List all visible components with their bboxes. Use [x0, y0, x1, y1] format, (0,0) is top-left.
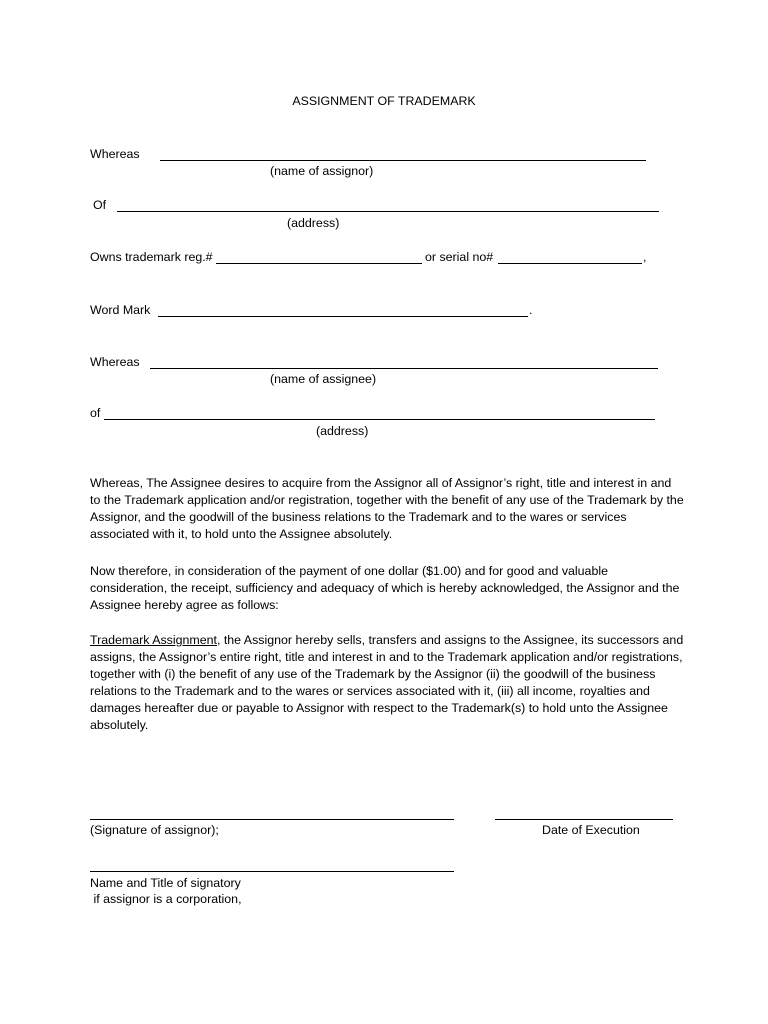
name-title-line: [90, 871, 454, 872]
date-caption: Date of Execution: [542, 823, 640, 837]
document-title: ASSIGNMENT OF TRADEMARK: [292, 94, 476, 108]
trademark-reg-line: [216, 263, 422, 264]
name-title-caption: Name and Title of signatory: [90, 876, 241, 890]
assignment-text: , the Assignor hereby sells, transfers and assigns to the Assignee, its successors and assigns, the Assignor’s entire right, title and interest in and to the Trademark application and/or registrations, together with (i) the benefit of any use of the Trademark by the Assignor (ii) the goodwill of the business relations to the Trademark and to the wares or services associated with it, (iii) all income, royalties and damages hereafter due or payable to Assignor with respect to the Trademark(s) to hold unto the Assignee absolutely.: [90, 633, 684, 732]
word-mark-label: Word Mark: [90, 303, 151, 317]
assignor-whereas-label: Whereas: [90, 147, 140, 161]
assignor-name-line: [160, 160, 646, 161]
assignee-address-line: [104, 419, 655, 420]
assignee-of-label: of: [90, 406, 101, 420]
now-therefore-paragraph: Now therefore, in consideration of the payment of one dollar ($1.00) and for good and valuable consideration, the receipt, sufficiency and adequacy of which is hereby acknowledged, the Assignor and the Assignee hereby agree as follows:: [90, 564, 680, 612]
assignor-address-line: [117, 211, 659, 212]
signature-caption: (Signature of assignor);: [90, 823, 219, 837]
signature-line: [90, 819, 454, 820]
serial-trail: ,: [643, 250, 647, 264]
assignor-name-caption: (name of assignor): [270, 164, 374, 178]
whereas-paragraph: Whereas, The Assignee desires to acquire from the Assignor all of Assignor’s right, title and interest in and to the Trademark application and/or registration, together with the benefit of any use of the Trademark by the Assignor, and the goodwill of the business relations to the Trademark and to the wares or services associated with it, to hold unto the Assignee absolutely.: [90, 476, 684, 541]
word-mark-trail: .: [529, 303, 533, 317]
assignee-name-caption: (name of assignee): [270, 372, 377, 386]
assignee-address-caption: (address): [316, 424, 369, 438]
serial-label: or serial no#: [425, 250, 494, 264]
word-mark-line: [158, 316, 528, 317]
assignment-paragraph: [90, 632, 684, 734]
date-line: [495, 819, 673, 820]
owns-trademark-label: Owns trademark reg.#: [90, 250, 213, 264]
serial-number-line: [498, 263, 642, 264]
corporation-caption: if assignor is a corporation,: [90, 892, 242, 906]
assignor-address-caption: (address): [287, 216, 340, 230]
assignee-whereas-label: Whereas: [90, 355, 140, 369]
assignee-name-line: [150, 368, 658, 369]
assignment-heading: Trademark Assignment: [90, 633, 217, 647]
assignor-of-label: Of: [93, 198, 107, 212]
